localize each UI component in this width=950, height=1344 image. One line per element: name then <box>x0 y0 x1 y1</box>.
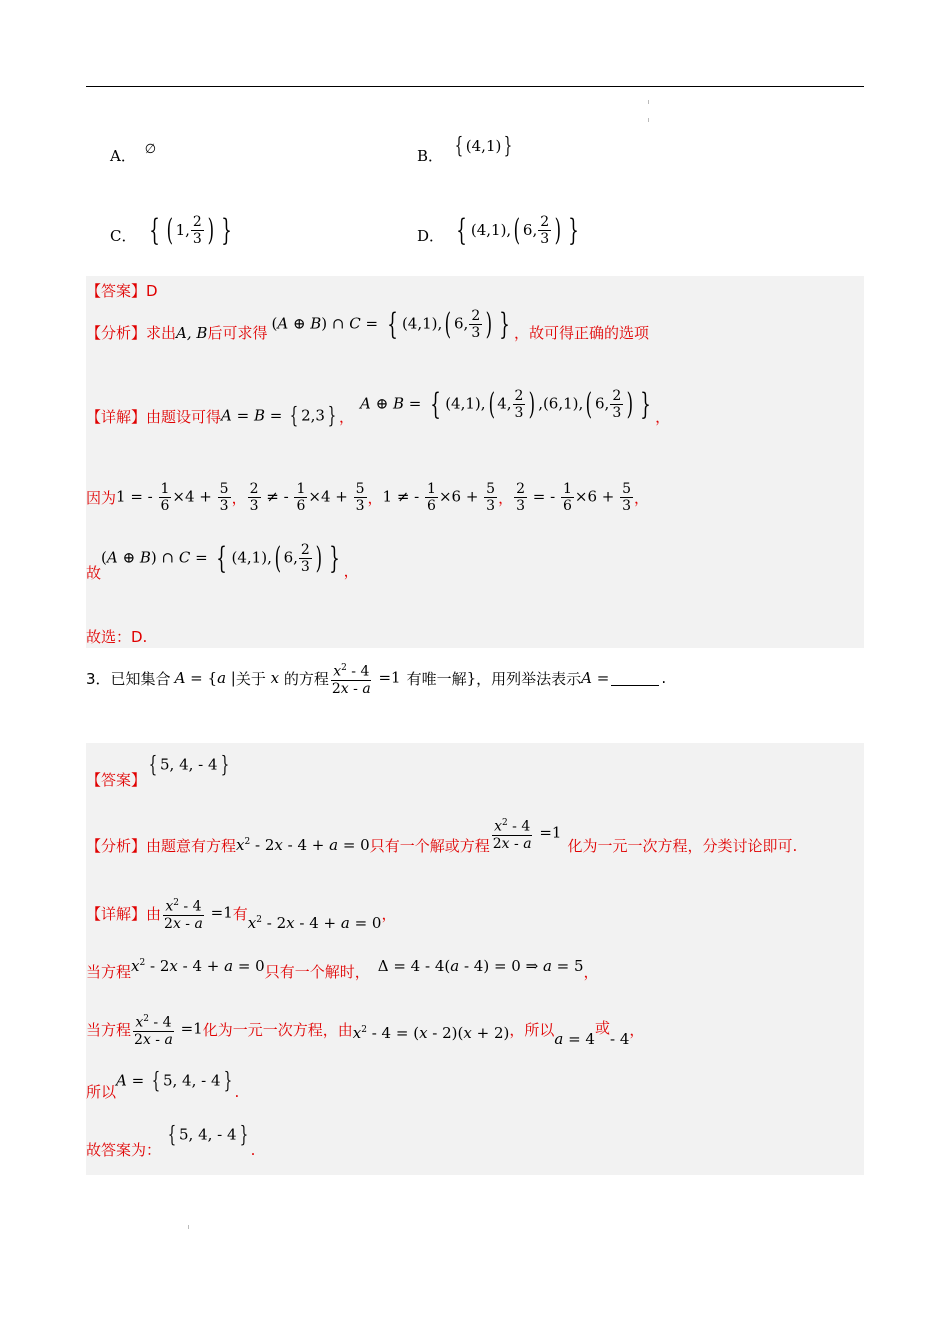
q3-detail-line: 【详解】 由 $\frac{x^2 - 4}{2x - a}$ =1 有 $x^2 - 2x - 4 + a = 0$ ， <box>86 895 396 932</box>
q3-answer-line: 【答案】 { 5, 4, - 4 } <box>86 753 229 789</box>
q2-analysis-line: 【分析】 求出 A, B 后可求得 (A ⊕ B) ∩ C = { (4,1),( 6, $\frac{2}{3}$ ) } ，故可得正确的选项 <box>86 306 650 342</box>
option-d-label: D． <box>417 226 445 245</box>
option-c[interactable] <box>110 212 236 253</box>
q3-final-line: 故答案为： { 5, 4, - 4 } . <box>86 1123 256 1159</box>
option-b-value: { (4,1) } <box>454 134 513 159</box>
option-c-label: C． <box>110 226 137 245</box>
option-a-label: A． <box>110 147 136 165</box>
option-b-label: B． <box>417 147 444 165</box>
option-c-value: { ( 1, $\frac{2}{3}$ ) } <box>149 212 232 248</box>
q3-solution-box <box>86 743 864 1175</box>
option-a[interactable] <box>110 142 157 168</box>
q3-when2-line: 当方程 $\frac{x^2 - 4}{2x - a}$ =1 化为一元一次方程，由 $x^2 - 4 = (x - 2)(x + 2)$ ，所以 a = 4 或 - 4 ， <box>86 1011 644 1048</box>
q3-so-line: 所以 A = { 5, 4, - 4 } . <box>86 1069 240 1101</box>
q2-chosen-line: 故选：D. <box>86 628 148 646</box>
option-b[interactable] <box>417 134 515 167</box>
option-d[interactable] <box>417 212 583 253</box>
scan-dot <box>648 100 649 104</box>
q3-when1-line: 当方程 $x^2 - 2x - 4 + a = 0$ 只有一个解时， Δ = 4 - 4(a - 4) = 0 ⇒ a = 5 ， <box>86 956 599 981</box>
q3-analysis-line: 【分析】 由题意有方程 $x^2 - 2x - 4 + a = 0$ 只有一个解或方程 $\frac{x^2 - 4}{2x - a}$ =1 化为一元一次方程，分类讨论即可. <box>86 815 797 852</box>
option-d-value: { (4,1),( 6, $\frac{2}{3}$ ) } <box>456 212 579 248</box>
q3-stem: 3． 已知集合 A = {a | 关于 x 的方程 $\frac{x^2 - 4}{2x - a}$ =1 有唯一解 } ，用列举法表示 A = . <box>86 660 666 697</box>
q2-detail-line: 【详解】 由题设可得 A = B = { 2,3 } ， A ⊕ B = { (4,1),( 4, $\frac{2}{3}$ ) ,(6,1),( 6, $\frac{2}{3}$ ) } ， <box>86 386 671 429</box>
q2-therefore-line: 故 (A ⊕ B) ∩ C = { (4,1),( 6, $\frac{2}{3}$ ) } ， <box>86 540 359 582</box>
header-rule <box>86 86 864 87</box>
q3-answer-blank[interactable] <box>611 671 659 686</box>
q2-solution-box <box>86 276 864 648</box>
q2-because-line: 因为 1 = - $\frac{1}{6}$ ×4 + $\frac{5}{3}$ ， $\frac{2}{3}$ ≠ - $\frac{1}{6}$ ×4 + $\frac{5}{3}$ ， 1 ≠ - $\frac{1}{6}$ ×6 + $\frac{5}{3}$ ， $\frac{2}{3}$ = - $\frac{1}{6}$ ×6 + $\frac{5}{3}$ ， <box>86 481 650 514</box>
scan-dot <box>188 1225 189 1229</box>
option-a-value: ∅ <box>144 142 157 157</box>
scan-dot <box>648 118 649 122</box>
q2-answer-line: 【答案】 D <box>86 281 158 300</box>
